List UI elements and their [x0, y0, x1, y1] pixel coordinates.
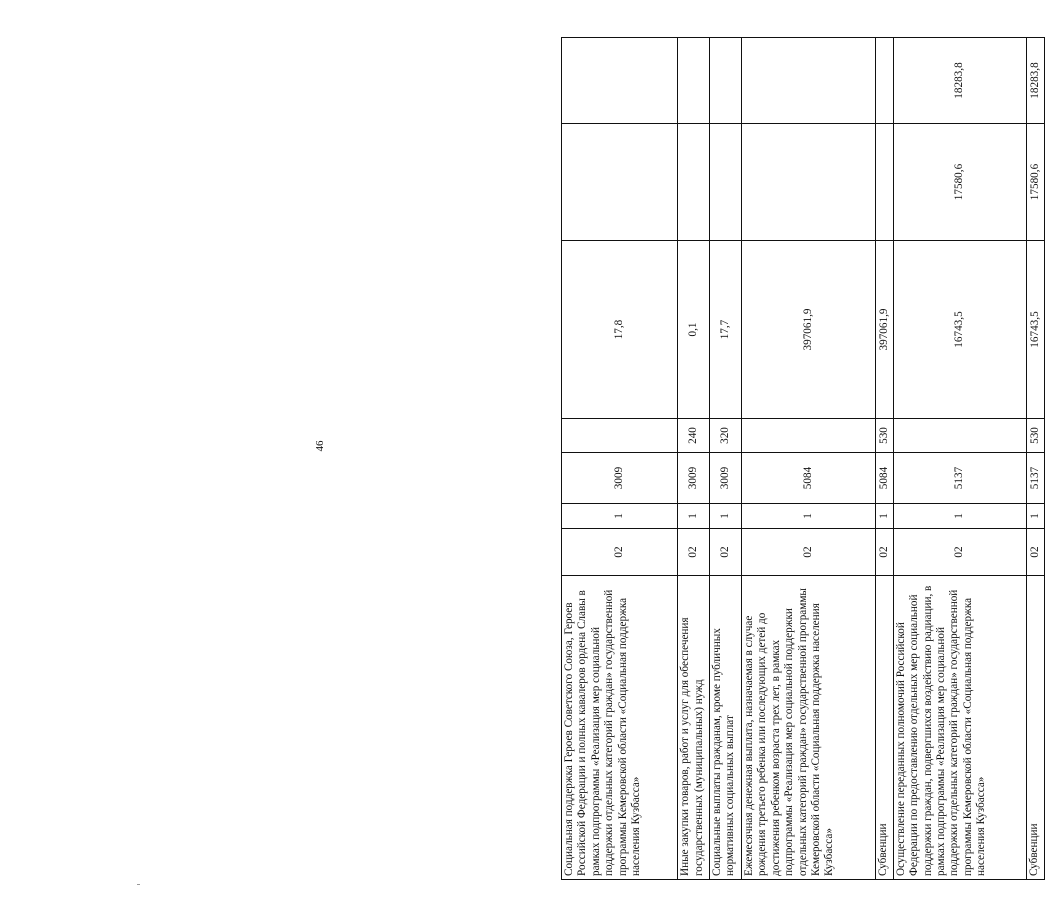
amount-year3-cell [876, 38, 893, 124]
amount-year2-cell [710, 124, 742, 241]
amount-year1-cell: 16743,5 [1026, 241, 1044, 419]
code-section-cell: 02 [562, 529, 678, 576]
code-expense-type-cell: 530 [1026, 419, 1044, 453]
amount-year2-cell: 17580,6 [1026, 124, 1044, 241]
amount-year1-cell: 397061,9 [742, 241, 876, 419]
amount-year1-cell: 16743,5 [893, 241, 1026, 419]
code-expense-type-cell [742, 419, 876, 453]
table-row [742, 38, 876, 880]
row-name-cell: Социальная поддержка Героев Советского Союза, Героев Российской Федерации и полных кавалеров ордена Славы в рамках подпрограммы «Реализация мер социальной поддержки отдельных категорий граждан» государственной программы Кемеровской области «Социальная поддержка населения Кузбасса» [562, 576, 678, 880]
code-target-cell: 3009 [710, 453, 742, 504]
code-section-cell: 02 [1026, 529, 1044, 576]
code-section-cell: 02 [876, 529, 893, 576]
table-row [562, 38, 678, 880]
scan-artifact [137, 884, 140, 885]
code-expense-type-cell: 320 [710, 419, 742, 453]
code-target-cell: 3009 [562, 453, 678, 504]
amount-year1-cell: 17,7 [710, 241, 742, 419]
amount-year2-cell: 17580,6 [893, 124, 1026, 241]
code-target-cell: 3009 [678, 453, 710, 504]
code-section-cell: 02 [893, 529, 1026, 576]
code-subprogram-cell: 1 [1026, 504, 1044, 529]
code-expense-type-cell [893, 419, 1026, 453]
code-target-cell: 5084 [876, 453, 893, 504]
amount-year1-cell: 397061,9 [876, 241, 893, 419]
row-name-cell: Субвенции [876, 576, 893, 880]
code-subprogram-cell: 1 [562, 504, 678, 529]
amount-year2-cell [876, 124, 893, 241]
code-subprogram-cell: 1 [678, 504, 710, 529]
amount-year3-cell [678, 38, 710, 124]
amount-year3-cell: 18283,8 [893, 38, 1026, 124]
amount-year1-cell: 0,1 [678, 241, 710, 419]
amount-year2-cell [678, 124, 710, 241]
row-name-cell: Иные закупки товаров, работ и услуг для обеспечения государственных (муниципальных) нужд [678, 576, 710, 880]
code-subprogram-cell: 1 [710, 504, 742, 529]
code-target-cell: 5137 [893, 453, 1026, 504]
row-name-cell: Ежемесячная денежная выплата, назначаемая в случае рождения третьего ребенка или последующих детей до достижения ребенком возраста трех лет, в рамках подпрограммы «Реализация мер социальной поддержки отдельных категорий граждан» государственной программы Кемеровской области «Социальная поддержка населения Кузбасса» [742, 576, 876, 880]
code-expense-type-cell: 240 [678, 419, 710, 453]
budget-table [561, 37, 1045, 880]
amount-year2-cell [562, 124, 678, 241]
code-expense-type-cell [562, 419, 678, 453]
amount-year2-cell [742, 124, 876, 241]
row-name-cell: Осуществление переданных полномочий Российской Федерации по предоставлению отдельных мер социальной поддержки граждан, подвергшихся воздействию радиации, в рамках подпрограммы «Реализация мер социальной поддержки отдельных категорий граждан» государственной программы Кемеровской области «Социальная поддержка населения Кузбасса» [893, 576, 1026, 880]
code-expense-type-cell: 530 [876, 419, 893, 453]
code-section-cell: 02 [742, 529, 876, 576]
code-section-cell: 02 [710, 529, 742, 576]
budget-table-rotated [561, 38, 1045, 880]
page-number: 46 [314, 440, 326, 452]
table-row [893, 38, 1026, 880]
code-subprogram-cell: 1 [876, 504, 893, 529]
table-row [876, 38, 893, 880]
code-subprogram-cell: 1 [742, 504, 876, 529]
row-name-cell: Субвенции [1026, 576, 1044, 880]
amount-year1-cell: 17,8 [562, 241, 678, 419]
amount-year3-cell [742, 38, 876, 124]
amount-year3-cell [562, 38, 678, 124]
code-target-cell: 5084 [742, 453, 876, 504]
table-row [710, 38, 742, 880]
table-row [1026, 38, 1044, 880]
code-target-cell: 5137 [1026, 453, 1044, 504]
code-section-cell: 02 [678, 529, 710, 576]
amount-year3-cell: 18283,8 [1026, 38, 1044, 124]
amount-year3-cell [710, 38, 742, 124]
table-row [678, 38, 710, 880]
code-subprogram-cell: 1 [893, 504, 1026, 529]
row-name-cell: Социальные выплаты гражданам, кроме публичных нормативных социальных выплат [710, 576, 742, 880]
